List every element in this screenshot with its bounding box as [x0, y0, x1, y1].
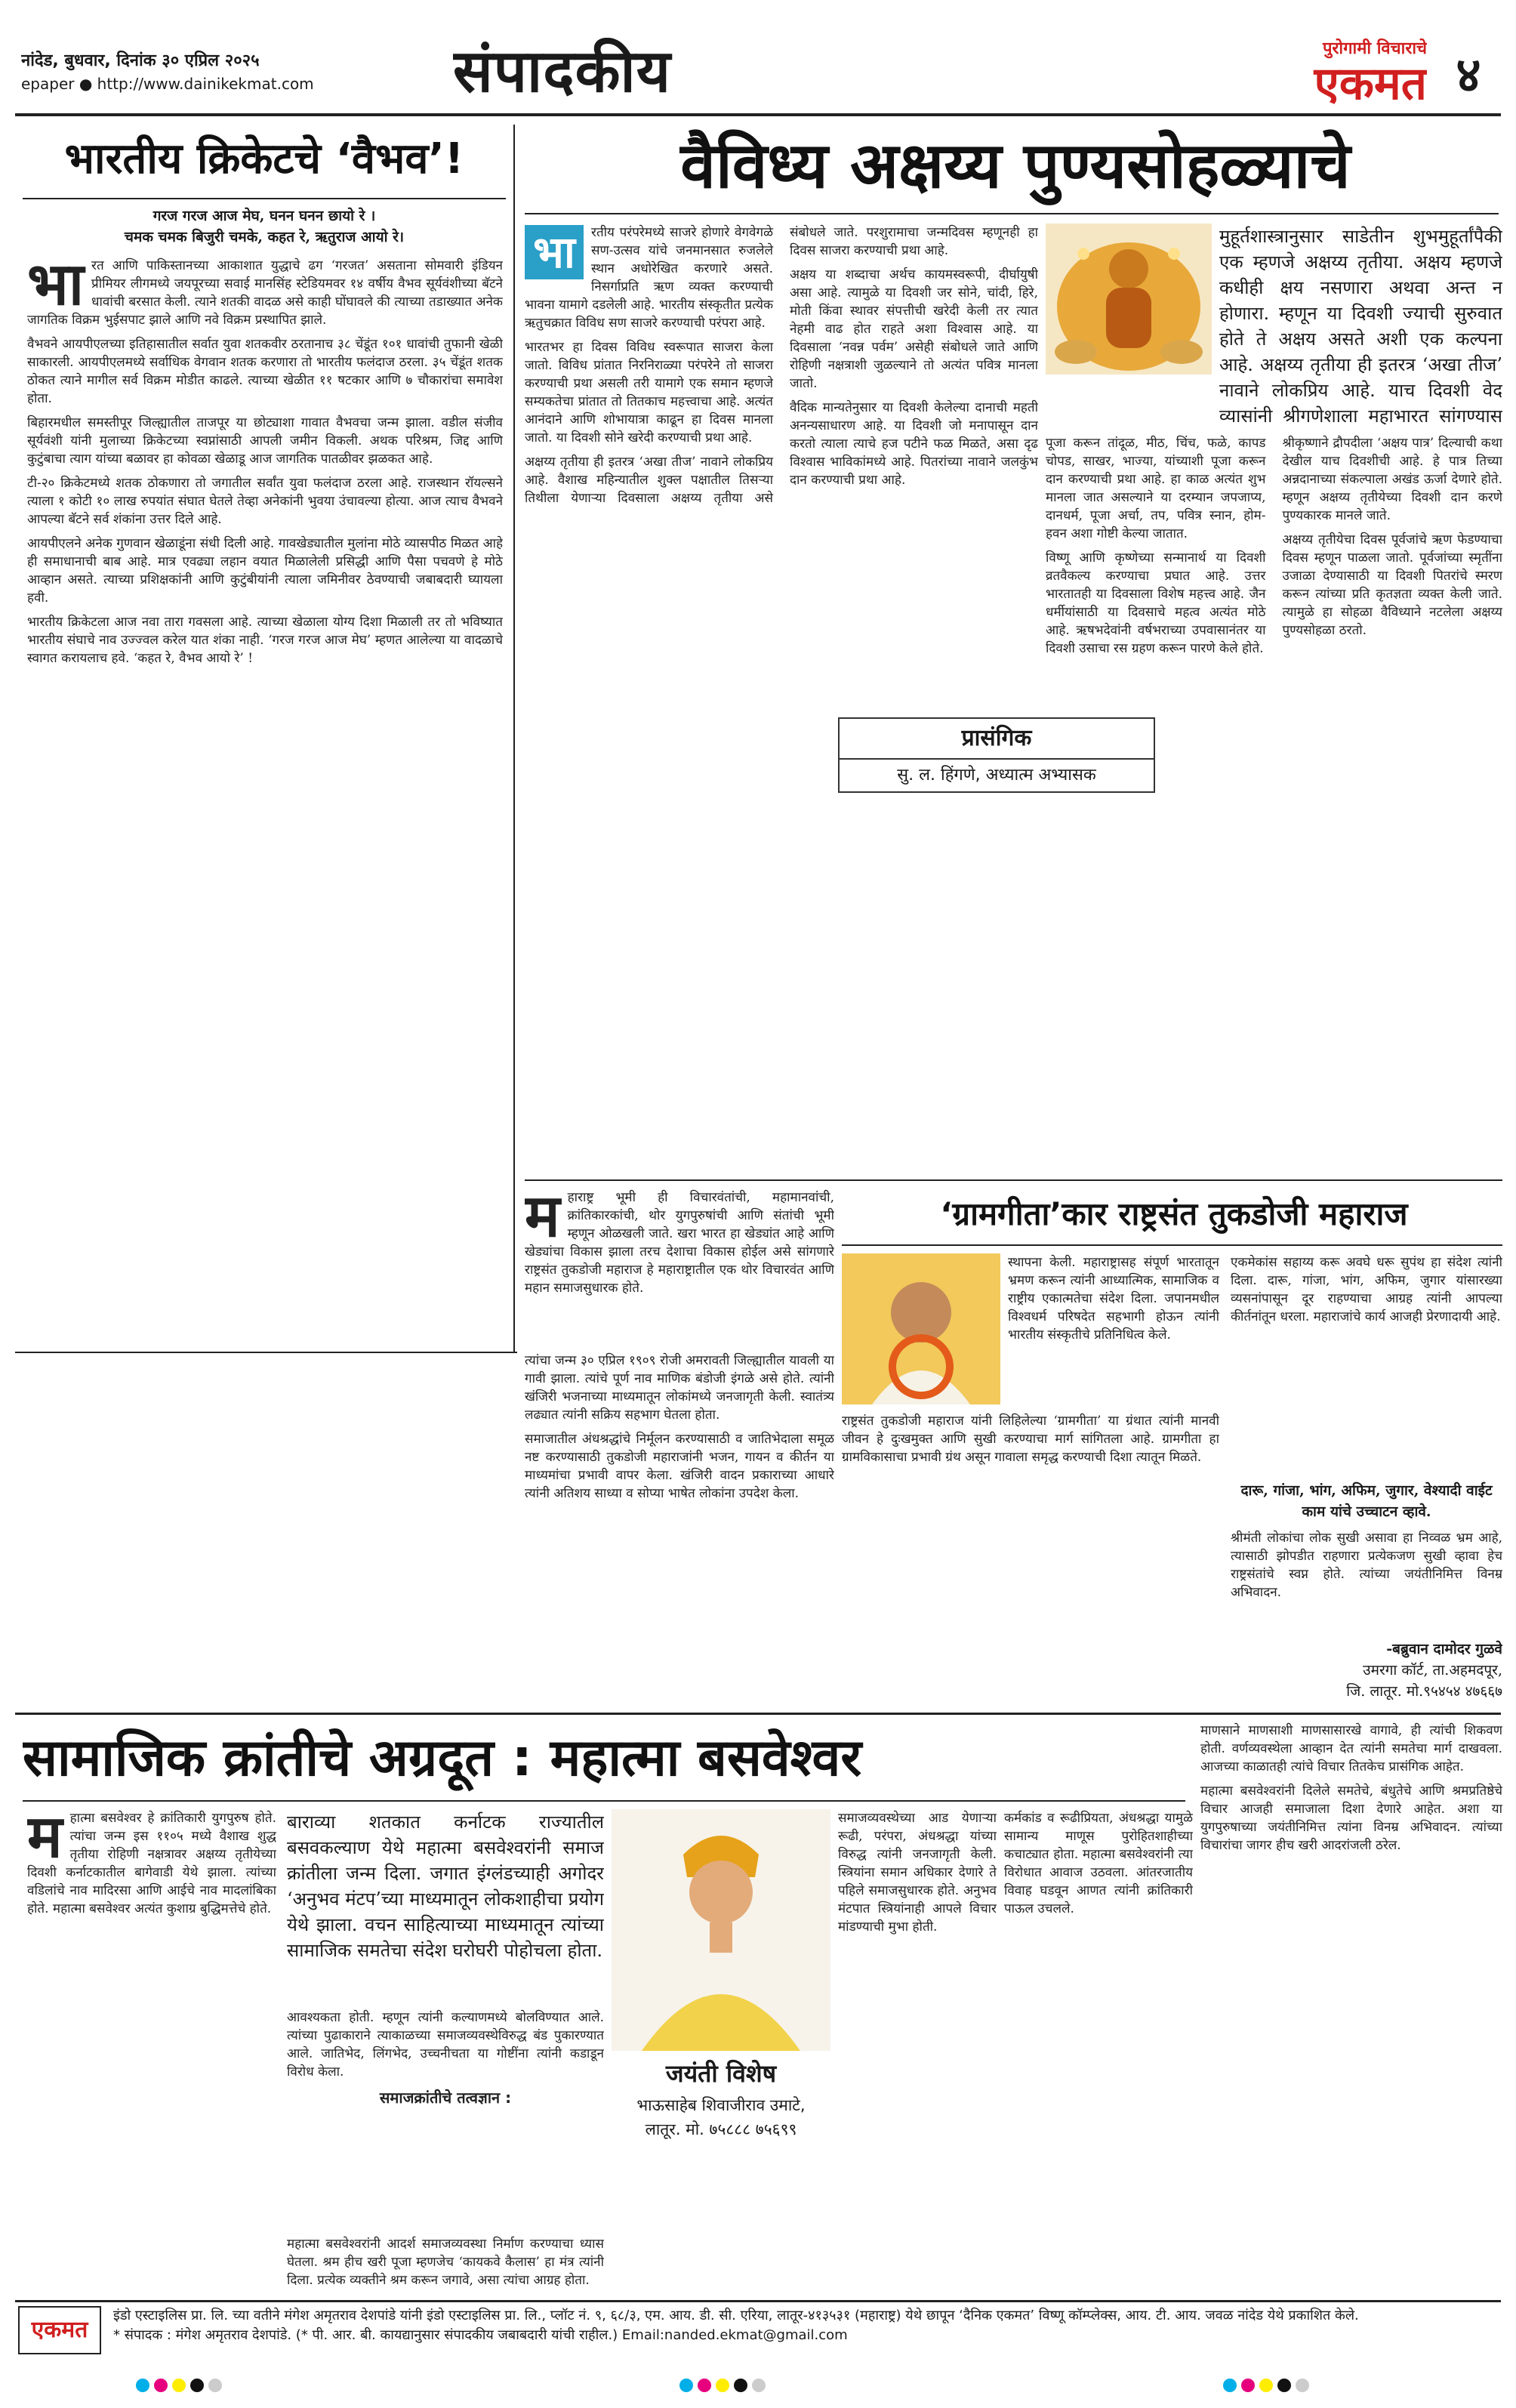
- page-number: ४: [1456, 48, 1481, 103]
- paragraph: समाजातील अंधश्रद्धांचे निर्मूलन करण्यासाठी व जातिभेदाला समूळ नष्ट करण्यासाठी तुकडोजी महाराजांनी भजन, गायन व कीर्तन या माध्यमांचा प्रभावी वापर केला. खंजिरी वादन प्रकाराच्या आधारे त्यांनी अतिशय साध्या व सोप्या भाषेत लोकांना उपदेश केला.: [525, 1432, 834, 1501]
- brand-logo: [1200, 38, 1427, 113]
- paragraph: वैदिक मान्यतेनुसार या दिवशी केलेल्या दानाची महती अनन्यसाधारण आहे. या दिवशी जो मनापासून दान करतो त्याला त्याचे हज पटीने फळ मिळते, असा दृढ विश्वास भाविकांमध्ये आहे. पितरांच्या नावाने जलकुंभ दान करण्याची प्रथा आहे.: [790, 400, 1038, 488]
- paragraph: विष्णू आणि कृष्णेच्या सन्मानार्थ या दिवशी व्रतवैकल्य करण्याचा प्रघात आहे. उत्तर भारतातही या दिवसाला विशेष महत्त्व आहे. जैन धर्मीयांसाठी या दिवसाचे महत्व अत्यंत मोठे आहे. ऋषभदेवांनी वर्षभराच्या उपवासानंतर या दिवशी उसाचा रस ग्रहण करून पारणे केले होते.: [1046, 550, 1266, 656]
- tukdoji-author: [1231, 1639, 1502, 1707]
- basaveshwar-col4: [838, 1809, 997, 2292]
- tukdoji-closing: श्रीमंती लोकांचा लोक सुखी असावा हा निव्वळ भ्रम आहे, त्यासाठी झोपडीत राहणारा प्रत्येकजण सुखी व्हावा हेच राष्ट्रसंतांचे स्वप्न होते. त्यांच्या जयंतीनिमित्त विनम्र अभिवादन.: [1231, 1531, 1502, 1600]
- paragraph: वैभवने आयपीएलच्या इतिहासातील सर्वात युवा शतकवीर ठरतानाच ३८ चेंडूंत १०१ धावांची तुफानी खेळी साकारली. आयपीएलमध्ये सर्वाधिक वेगवान शतक करणारा तो भारतीय फलंदाज ठरला. ३५ चेंडूंत शतक ठोकत त्याने मागील सर्व विक्रम मोडीत काढले. त्याच्या खेळीत ११ षटकार आणि ७ चौकारांचा समावेश होता.: [27, 337, 503, 406]
- brand-tagline: पुरोगामी विचाराचे: [1322, 39, 1427, 58]
- paragraph: रतीय परंपरेमध्ये साजरे होणारे वेगवेगळे सण-उत्सव यांचे जनमानसात रुजलेले स्थान अधोरेखित करणारे असते. निसर्गाप्रति ऋण व्यक्त करण्याची भावना यामागे दडलेली आहे. भारतीय संस्कृतीत प्रत्येक ऋतुचक्रात विविध सण साजरे करण्याची परंपरा आहे.: [525, 225, 773, 331]
- feature-author: सु. ल. हिंगणे, अध्यात्म अभ्यासक: [897, 766, 1096, 785]
- basaveshwar-lead: बाराव्या शतकात कर्नाटक राज्यातील बसवकल्याण येथे महात्मा बसवेश्वरांनी समाज क्रांतीला जन्म दिला. जगात इंग्लंडच्याही अगोदर ‘अनुभव मंटप’च्या माध्यमातून लोकशाहीचा प्रयोग येथे झाला. वचन साहित्याच्या माध्यमातून त्यांच्या सामाजिक समतेचा संदेश घरोघरी पोहोचला होता.: [287, 1811, 604, 1961]
- section-title: संपादकीय: [453, 38, 671, 106]
- drop-cap: म: [525, 1189, 560, 1250]
- drop-cap: भा: [27, 257, 85, 319]
- author-name: -बब्रुवान दामोदर गुळवे: [1386, 1641, 1502, 1657]
- footer-imprint: [113, 2306, 1502, 2354]
- editorial-rule: [23, 198, 506, 199]
- drop-cap: म: [27, 1809, 63, 1871]
- portrait-illustration: [842, 1253, 1000, 1404]
- tukdoji-rule: [842, 1244, 1502, 1246]
- tukdoji-body-lower-left: [525, 1352, 834, 1707]
- feature-body-right: [1046, 434, 1502, 1174]
- paragraph: पूजा करून तांदूळ, मीठ, चिंच, फळे, कापड चोपड, साखर, भाज्या, यांच्याशी पूजा करून दान करण्याची प्रथा आहे. हा काळ अत्यंत शुभ मानला जात असल्याने या दरम्यान जपजाप्य, दानधर्म, पूजा अर्चा, तप, पवित्र स्नान, होम-हवन अशा गोष्टी केल्या जातात.: [1046, 436, 1266, 541]
- paragraph: टी-२० क्रिकेटमध्ये शतक ठोकणारा तो जगातील सर्वांत युवा फलंदाज ठरला आहे. राजस्थान रॉयल्सने त्याला १ कोटी १० लाख रुपयांत संघात घेतले तेव्हा अनेकांनी भुवया उंचावल्या होत्या. आज त्याच वैभवने आपल्या बॅटने सर्व शंकांना उत्तर दिले आहे.: [27, 476, 503, 527]
- feature-body: [525, 224, 1038, 1175]
- registration-marks: [1223, 2379, 1309, 2392]
- drop-cap-box: भा: [525, 225, 584, 279]
- footer-brand: एकमत: [18, 2306, 101, 2354]
- prasangik-label: प्रासंगिक: [840, 719, 1154, 760]
- feature-lead: मुहूर्तशास्त्रानुसार साडेतीन शुभमुहूर्तांपैकी एक म्हणजे अक्षय्य तृतीया. अक्षय म्हणजे कधीही क्षय नसणारा अथवा अन्त न होणारा. म्हणून या दिवशी ज्याची सुरुवात होते ते अक्षय असते अशी एक कल्पना आहे. अक्षय्य तृतीया ही इतरत्र ‘अखा तीज’ नावाने लोकप्रिय आहे. याच दिवशी वेद व्यासांनी श्रीगणेशाला महाभारत सांगण्यास: [1219, 226, 1502, 427]
- basaveshwar-col2: [287, 2009, 604, 2235]
- registration-marks: [136, 2379, 222, 2392]
- editorial-body-lower: [27, 1359, 503, 1707]
- dateline: नांदेड, बुधवार, दिनांक ३० एप्रिल २०२५: [21, 51, 260, 70]
- basaveshwar-col2-lower: महात्मा बसवेश्वरांनी आदर्श समाजव्यवस्था निर्माण करण्याचा ध्यास घेतला. श्रम हीच खरी पूजा म्हणजेच ‘कायकवे कैलास’ हा मंत्र त्यांनी दिला. प्रत्येक व्यक्तीने श्रम करून जगावे, असा त्यांचा आग्रह होता.: [287, 2237, 604, 2288]
- paragraph: महात्मा बसवेश्वरांनी दिलेले समतेचे, बंधुतेचे आणि श्रमप्रतिष्ठेचे विचार आजही समाजाला दिशा देणारे आहेत. अशा या युगपुरुषाच्या जयंतीनिमित्त त्यांना विनम्र अभिवादन. त्यांच्या विचारांचा जागर हीच खरी आदरांजली ठरेल.: [1200, 1784, 1502, 1853]
- jayanti-box: [612, 2054, 830, 2152]
- feature-headline: वैविध्य अक्षय्य पुण्यसोहळ्याचे: [680, 128, 1351, 202]
- masthead-info: [21, 50, 444, 103]
- tukdoji-headline: ‘ग्रामगीता’कार राष्ट्रसंत तुकडोजी महाराज: [940, 1195, 1408, 1232]
- paragraph: हात्मा बसवेश्वर हे क्रांतिकारी युगपुरुष होते. त्यांचा जन्म इस ११०५ मध्ये वैशाख शुद्ध तृतीया रोहिणी नक्षत्रावर अक्षय्य तृतीयेच्या दिवशी कर्नाटकातील बागेवाडी येथे झाला. त्यांच्या वडिलांचे नाव मादिरसा आणि आईचे नाव मादलांबिका होते. महात्मा बसवेश्वर अत्यंत कुशाग्र बुद्धिमत्तेचे होते.: [27, 1811, 276, 1916]
- basaveshwar-col5: [1004, 1809, 1193, 2292]
- editorial-headline: भारतीय क्रिकेटचे ‘वैभव’!: [64, 134, 464, 183]
- editorial-end-rule: [15, 1352, 517, 1353]
- basaveshwar-subheading: समाजक्रांतीचे तत्वज्ञान :: [379, 2089, 512, 2107]
- brand-name: एकमत: [1314, 57, 1427, 110]
- feature-rule: [525, 213, 1499, 214]
- quote-line-2: चमक चमक बिजुरी चमके, कहत रे, ऋतुराज आयो रे।: [124, 229, 405, 245]
- footer-rule: [15, 2300, 1501, 2302]
- paragraph: त्यांचा जन्म ३० एप्रिल १९०९ रोजी अमरावती जिल्ह्यातील यावली या गावी झाला. त्यांचे पूर्ण नाव माणिक बंडोजी इंगळे असे होते. त्यांनी खंजिरी भजनाच्या माध्यमातून लोकांमध्ये जनजागृती केली. स्वातंत्र्य लढ्यात त्यांनी सक्रिय सहभाग घेतला होता.: [525, 1353, 834, 1423]
- paragraph: समाजव्यवस्थेच्या आड येणाऱ्या रूढी, परंपरा, अंधश्रद्धा यांच्या विरुद्ध त्यांनी जनजागृती केली. स्त्रियांना समान अधिकार देणारे ते पहिले समाजसुधारक होते. अनुभव मंटपात स्त्रियांनाही आपले विचार मांडण्याची मुभा होती.: [838, 1811, 997, 1935]
- paragraph: माणसाने माणसाशी माणसासारखे वागावे, ही त्यांची शिकवण होती. वर्णव्यवस्थेला आव्हान देत त्यांनी समतेचा मार्ग दाखवला. आजच्या काळातही त्यांचे विचार तितकेच प्रासंगिक आहेत.: [1200, 1723, 1502, 1774]
- portrait-illustration: [612, 1809, 830, 2051]
- paragraph: एकमेकांस सहाय्य करू अवघे धरू सुपंथ हा संदेश त्यांनी दिला. दारू, गांजा, भांग, अफिम, जुगार यांसारख्या व्यसनांपासून दूर राहण्याचा आग्रह त्यांनी आपल्या कीर्तनांतून धरला. महाराजांचे कार्य आजही प्रेरणादायी आहे.: [1231, 1255, 1502, 1324]
- tukdoji-portrait: [842, 1253, 1000, 1404]
- basaveshwar-col6: [1200, 1722, 1502, 2295]
- basaveshwar-col1: [27, 1809, 276, 2292]
- basaveshwar-col3-lower: [612, 2160, 830, 2295]
- paragraph: आवश्यकता होती. म्हणून त्यांनी कल्याणमध्ये बोलविण्यात आले. त्यांच्या पुढाकाराने त्याकाळच्या समाजव्यवस्थेविरुद्ध बंड पुकारण्यात आले. जातिभेद, लिंगभेद, उच्चनीचता या गोष्टींना त्यांनी कडाडून विरोध केला.: [287, 2010, 604, 2080]
- paragraph: अक्षय्य तृतीयेचा दिवस पूर्वजांचे ऋण फेडण्याचा दिवस म्हणून पाळला जातो. पूर्वजांच्या स्मृतींना उजाळा देण्यासाठी या दिवशी पितरांचे स्मरण करून त्यांच्या प्रति कृतज्ञता व्यक्त केली जाते. त्यामुळे हा सोहळा वैविध्याने नटलेला अक्षय्य पुण्यसोहळा ठरतो.: [1282, 532, 1502, 638]
- quote-line-1: गरज गरज आज मेघ, घनन घनन छायो रे ।: [153, 208, 376, 224]
- section-rule: [525, 1179, 1502, 1181]
- epaper-link[interactable]: epaper ● http://www.dainikekmat.com: [21, 75, 314, 93]
- prasangik-box: [838, 717, 1155, 793]
- editorial-body: [27, 257, 503, 1344]
- masthead-rule: [15, 113, 1501, 116]
- author-name: भाऊसाहेब शिवाजीराव उमाटे,: [636, 2096, 806, 2114]
- paragraph: श्रीकृष्णाने द्रौपदीला ‘अक्षय पात्र’ दिल्याची कथा देखील याच दिवशीची आहे. हे पात्र तिच्या अन्नदानाच्या संकल्पाला अखंड ऊर्जा देणारे होते. म्हणून अक्षय्य तृतीयेच्या दिवशी दान करणे पुण्यकारक मानले जाते.: [1282, 436, 1502, 523]
- paragraph: कर्मकांड व रूढीप्रियता, अंधश्रद्धा यामुळे सामान्य माणूस पुरोहितशाहीच्या कचाट्यात होता. महात्मा बसवेश्वरांनी त्या विरोधात आवाज उठवला. आंतरजातीय विवाह घडवून आणत त्यांनी क्रांतिकारी पाऊल उचलले.: [1004, 1811, 1193, 1916]
- jayanti-label: जयंती विशेष: [665, 2059, 777, 2088]
- editorial-quote: [30, 205, 498, 252]
- registration-marks: [679, 2379, 766, 2392]
- paragraph: राष्ट्रसंत तुकडोजी महाराज यांनी लिहिलेल्या ‘ग्रामगीता’ या ग्रंथात त्यांनी मानवी जीवन हे दुःखमुक्त आणि सुखी करण्याचा मार्ग सांगितला आहे. ग्रामगीता हा ग्रामविकासाचा प्रभावी ग्रंथ असून गावाला समृद्ध करण्याची दिशा त्यातून मिळते.: [842, 1414, 1219, 1465]
- imprint-text: इंडो एस्टाइलिस प्रा. लि. च्या वतीने मंगेश अमृतराव देशपांडे यांनी इंडो एस्टाइलिस प्रा. लि., प्लॉट नं. ९, ६८/३, एम. आय. डी. सी. एरिया, लातूर-४१३५३१ (महाराष्ट्र) येथे छापून ‘दैनिक एकमत’ विष्णू कॉम्प्लेक्स, आय. टी. आय. जवळ नांदेड येथे प्रकाशित केले.: [113, 2308, 1359, 2323]
- tukdoji-body-left: [525, 1189, 834, 1347]
- lower-section-rule: [15, 1713, 1501, 1715]
- basaveshwar-headline: सामाजिक क्रांतीचे अग्रदूत : महात्मा बसवेश्वर: [23, 1728, 862, 1788]
- basaveshwar-portrait: [612, 1809, 830, 2051]
- paragraph: रत आणि पाकिस्तानच्या आकाशात युद्धाचे ढग ‘गरजत’ असताना सोमवारी इंडियन प्रीमियर लीगमध्ये जयपूरच्या सवाई मानसिंह स्टेडियमवर १४ वर्षीय वैभव सूर्यवंशीच्या बॅटने धावांची बरसात केली. त्याने शतकी वादळ असे काही घोंघावले की त्याच्या तडाख्यात अनेक जागतिक विक्रम भुईसपाट झाले आणि नवे विक्रम प्रस्थापित झाले.: [27, 258, 503, 328]
- paragraph: अक्षय्य तृतीया ही इतरत्र ‘अखा तीज’ नावाने लोकप्रिय आहे. वैशाख महिन्यातील शुक्ल पक्षातील तिसऱ्या तिथीला येणाऱ्या दिवसाला अक्षय्य तृतीया असे संबोधले जाते. परशुरामाचा जन्मदिवस म्हणूनही हा दिवस साजरा करण्याची प्रथा आहे.: [525, 225, 1038, 506]
- basaveshwar-rule: [23, 1800, 1185, 1802]
- paragraph: बिहारमधील समस्तीपूर जिल्ह्यातील ताजपूर या छोट्याशा गावात वैभवचा जन्म झाला. वडील संजीव सूर्यवंशी यांनी मुलाच्या क्रिकेटच्या स्वप्नांसाठी आपली जमीन विकली. अथक परिश्रम, जिद्द आणि कुटुंबाचा त्याग यांच्या बळावर हा कोवळा खेळाडू आज जागतिक पातळीवर झळकत आहे.: [27, 415, 503, 467]
- goddess-illustration: [1046, 224, 1212, 375]
- paragraph: स्थापना केली. महाराष्ट्रासह संपूर्ण भारतातून भ्रमण करून त्यांनी आध्यात्मिक, सामाजिक व राष्ट्रीय एकात्मतेचा संदेश दिला. जपानमधील विश्वधर्म परिषदेत सहभागी होऊन त्यांनी भारतीय संस्कृतीचे प्रतिनिधित्व केले.: [1008, 1255, 1219, 1343]
- editor-line[interactable]: * संपादक : मंगेश अमृतराव देशपांडे. (* पी. आर. बी. कायद्यानुसार संपादकीय जबाबदारी यांची राहील.) Email:nanded.ekmat@gmail.com: [113, 2327, 848, 2343]
- tukdoji-body-lower-mid: [842, 1412, 1219, 1707]
- tukdoji-slogan: दारू, गांजा, भांग, अफिम, जुगार, वेश्यादी वाईट काम यांचे उच्चाटन व्हावे.: [1240, 1482, 1493, 1520]
- paragraph: भारतीय क्रिकेटला आज नवा तारा गवसला आहे. त्याच्या खेळाला योग्य दिशा मिळाली तर तो भविष्यात भारतीय संघाचे नाव उज्ज्वल करेल यात शंका नाही. ‘गरज गरज आज मेघ’ म्हणत आलेल्या या वादळाचे स्वागत करायलाच हवे. ‘कहत रे, वैभव आयो रे’ !: [27, 615, 503, 666]
- globe-icon: ●: [79, 75, 93, 93]
- goddess-image: [1046, 224, 1212, 375]
- paragraph: आयपीएलने अनेक गुणवान खेळाडूंना संधी दिली आहे. गावखेड्यातील मुलांना मोठे व्यासपीठ मिळत आहे ही समाधानाची बाब आहे. मात्र एवढ्या लहान वयात मिळालेली प्रसिद्धी आणि पैसा पचवणे हे मोठे आव्हान असते. त्याच्या प्रशिक्षकांनी आणि कुटुंबीयांनी त्याला जमिनीवर ठेवण्याची जबाबदारी घ्यायला हवी.: [27, 536, 503, 606]
- paragraph: अक्षय या शब्दाचा अर्थच कायमस्वरूपी, दीर्घायुषी असा आहे. त्यामुळे या दिवशी जर सोने, चांदी, हिरे, मोती किंवा स्थावर संपत्तीची खरेदी केली तर त्यात नेहमी वाढ होत राहते अशा विश्वास आहे. या दिवसाला ‘नवन्न पर्वम’ असेही संबोधले जाते आणि रोहिणी नक्षत्राशी जुळल्याने तो अत्यंत पवित्र मानला जातो.: [790, 267, 1038, 391]
- author-detail: लातूर. मो. ७५८८८ ७५६९९: [645, 2120, 797, 2138]
- paragraph: हाराष्ट्र भूमी ही विचारवंतांची, महामानवांची, क्रांतिकारकांची, थोर युगपुरुषांची आणि संतांची भूमी म्हणून ओळखली जाते. खरा भारत हा खेड्यांत आहे आणि खेड्यांचा विकास झाला तरच देशाचा विकास होईल असे सांगणारे राष्ट्रसंत तुकडोजी महाराज हे महाराष्ट्रातील एक थोर विचारवंत आणि महान समाजसुधारक होते.: [525, 1190, 834, 1296]
- author-phone: जि. लातूर. मो.९५४५४ ४७६६७: [1346, 1683, 1502, 1700]
- paragraph: भारतभर हा दिवस विविध स्वरूपात साजरा केला जातो. विविध प्रांतात निरनिराळ्या परंपरेने तो साजरा करण्याची प्रथा असली तरी यामागे एक समान म्हणजे सम्यकतेचा प्रांतात तो तितकाच महत्त्वाचा आहे. अत्यंत आनंदाने आणि शोभायात्रा काढून हा दिवस मानला जातो. या दिवशी सोने खरेदी करण्याची प्रथा आहे.: [525, 340, 773, 446]
- column-rule: [513, 125, 515, 1352]
- author-place: उमरगा कॉर्ट, ता.अहमदपूर,: [1363, 1662, 1502, 1679]
- tukdoji-body-right: [1231, 1253, 1502, 1480]
